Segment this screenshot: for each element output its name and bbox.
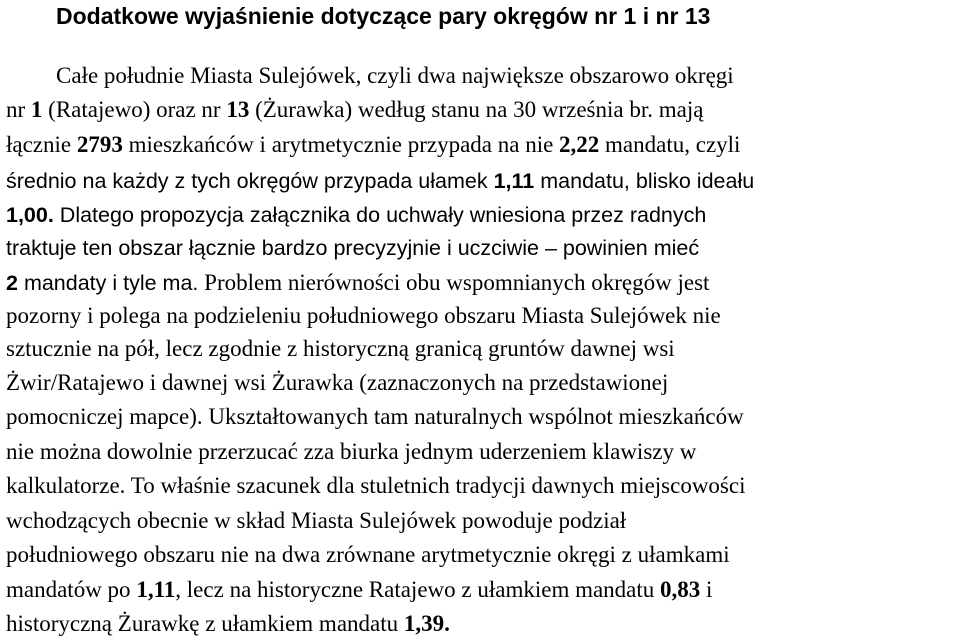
number-emphasis: 1,00. <box>6 203 54 227</box>
text-line: Żwir/Ratajewo i dawnej wsi Żurawka (zaznaczonych na przedstawionej <box>6 370 669 395</box>
text-line: nr 1 (Ratajewo) oraz nr 13 (Żurawka) według stanu na 30 września br. mają <box>6 97 704 122</box>
text-line: nie można dowolnie przerzucać zza biurka jednym uderzeniem klawiszy w <box>6 439 697 464</box>
text-line: Całe południe Miasta Sulejówek, czyli dwa największe obszarowo okręgi <box>56 63 734 88</box>
text-line: 1,00. Dlatego propozycja załącznika do uchwały wniesiona przez radnych <box>6 203 707 227</box>
text-line: mandatów po 1,11, lecz na historyczne Ratajewo z ułamkiem mandatu 0,83 i <box>6 577 713 602</box>
page-title: Dodatkowe wyjaśnienie dotyczące pary okręgów nr 1 i nr 13 <box>56 3 711 29</box>
text-line: historyczną Żurawkę z ułamkiem mandatu 1,39. <box>6 611 450 636</box>
text-line: łącznie 2793 mieszkańców i arytmetycznie przypada na nie 2,22 mandatu, czyli <box>6 132 741 157</box>
number-emphasis: 1,11 <box>136 577 176 602</box>
text-line: pomocniczej mapce). Ukształtowanych tam naturalnych wspólnot mieszkańców <box>6 404 744 429</box>
text-line: sztucznie na pół, lecz zgodnie z historyczną granicą gruntów dawnej wsi <box>6 336 675 361</box>
number-emphasis: 2,22 <box>559 132 600 157</box>
text-line: wchodzących obecnie w skład Miasta Sulejówek powoduje podział <box>6 508 627 533</box>
text-line: traktuje ten obszar łącznie bardzo precyzyjnie i uczciwie – powinien mieć <box>6 236 700 260</box>
number-emphasis: 1,11 <box>493 169 535 193</box>
number-emphasis: 13 <box>226 97 250 122</box>
number-emphasis: 0,83 <box>660 577 701 602</box>
number-emphasis: 2 <box>6 271 18 295</box>
number-emphasis: 1 <box>30 97 43 122</box>
text-line: południowego obszaru nie na dwa zrównane arytmetycznie okręgi z ułamkami <box>6 542 730 567</box>
text-line: kalkulatorze. To właśnie szacunek dla stuletnich tradycji dawnych miejscowości <box>6 473 746 498</box>
text-line: średnio na każdy z tych okręgów przypada ułamek 1,11 mandatu, blisko ideału <box>6 169 755 193</box>
text-line: pozorny i polega na podzieleniu południowego obszaru Miasta Sulejówek nie <box>6 303 721 328</box>
text-line: 2 mandaty i tyle ma. Problem nierówności obu wspomnianych okręgów jest <box>6 270 710 295</box>
number-emphasis: 2793 <box>76 132 123 157</box>
number-emphasis: 1,39. <box>403 611 450 636</box>
